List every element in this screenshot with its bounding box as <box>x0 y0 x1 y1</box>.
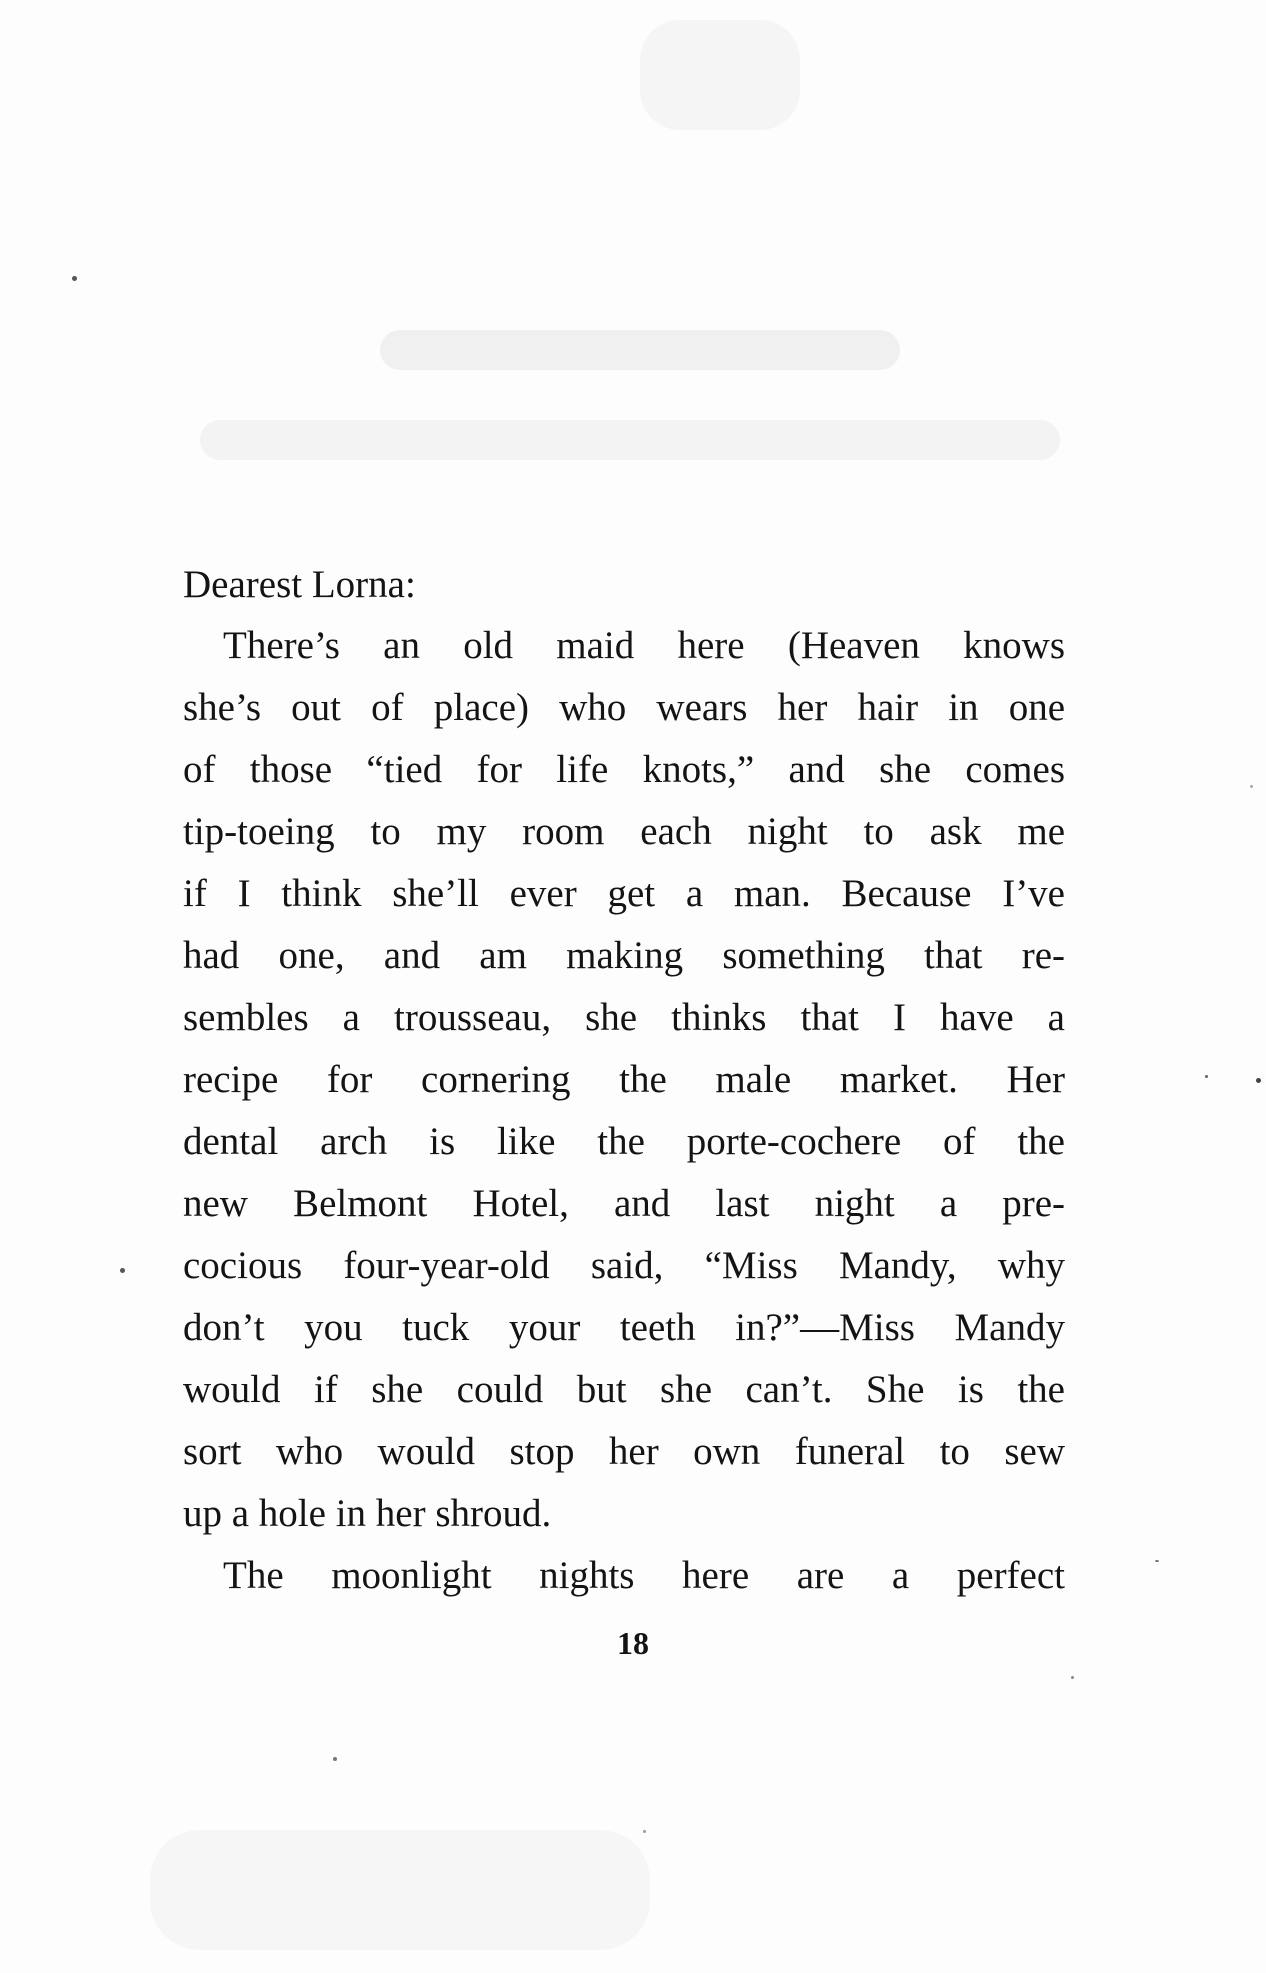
letter-text <box>183 555 1065 1607</box>
text-line: of those “tied for life knots,” and she comes <box>183 748 1065 791</box>
salutation: Dearest Lorna: <box>183 563 416 606</box>
text-line: would if she could but she can’t. She is the <box>183 1368 1065 1411</box>
show-through-smudge <box>380 330 900 370</box>
scan-speck <box>333 1757 337 1761</box>
paragraph <box>183 1545 1065 1607</box>
scan-speck <box>643 1830 646 1833</box>
text-line: she’s out of place) who wears her hair in one <box>183 686 1065 729</box>
text-line: had one, and am making something that re- <box>183 934 1065 977</box>
show-through-smudge <box>200 420 1060 460</box>
text-line: There’s an old maid here (Heaven knows <box>223 624 1065 667</box>
scan-speck <box>1155 1560 1159 1562</box>
scan-speck <box>1256 1078 1261 1083</box>
show-through-smudge <box>150 1830 650 1950</box>
text-line: up a hole in her shroud. <box>183 1492 552 1535</box>
text-line: The moonlight nights here are a perfect <box>223 1554 1065 1597</box>
text-line: don’t you tuck your teeth in?”—Miss Mandy <box>183 1306 1065 1349</box>
show-through-smudge <box>640 20 800 130</box>
paragraph <box>183 615 1065 1545</box>
text-line: tip-toeing to my room each night to ask me <box>183 810 1065 853</box>
text-line: recipe for cornering the male market. Her <box>183 1058 1065 1101</box>
page-number: 18 <box>617 1625 649 1661</box>
scan-speck <box>120 1268 125 1273</box>
text-line: cocious four-year-old said, “Miss Mandy, why <box>183 1244 1065 1287</box>
text-line: sort who would stop her own funeral to sew <box>183 1430 1065 1473</box>
text-line: dental arch is like the porte-cochere of the <box>183 1120 1065 1163</box>
scan-speck <box>1205 1075 1208 1078</box>
scan-speck <box>1071 1676 1074 1679</box>
scan-speck <box>72 276 77 281</box>
scan-speck <box>1250 785 1253 788</box>
text-line: if I think she’ll ever get a man. Because I’ve <box>183 872 1065 915</box>
text-line: new Belmont Hotel, and last night a pre- <box>183 1182 1065 1225</box>
text-line: sembles a trousseau, she thinks that I have a <box>183 996 1065 1039</box>
